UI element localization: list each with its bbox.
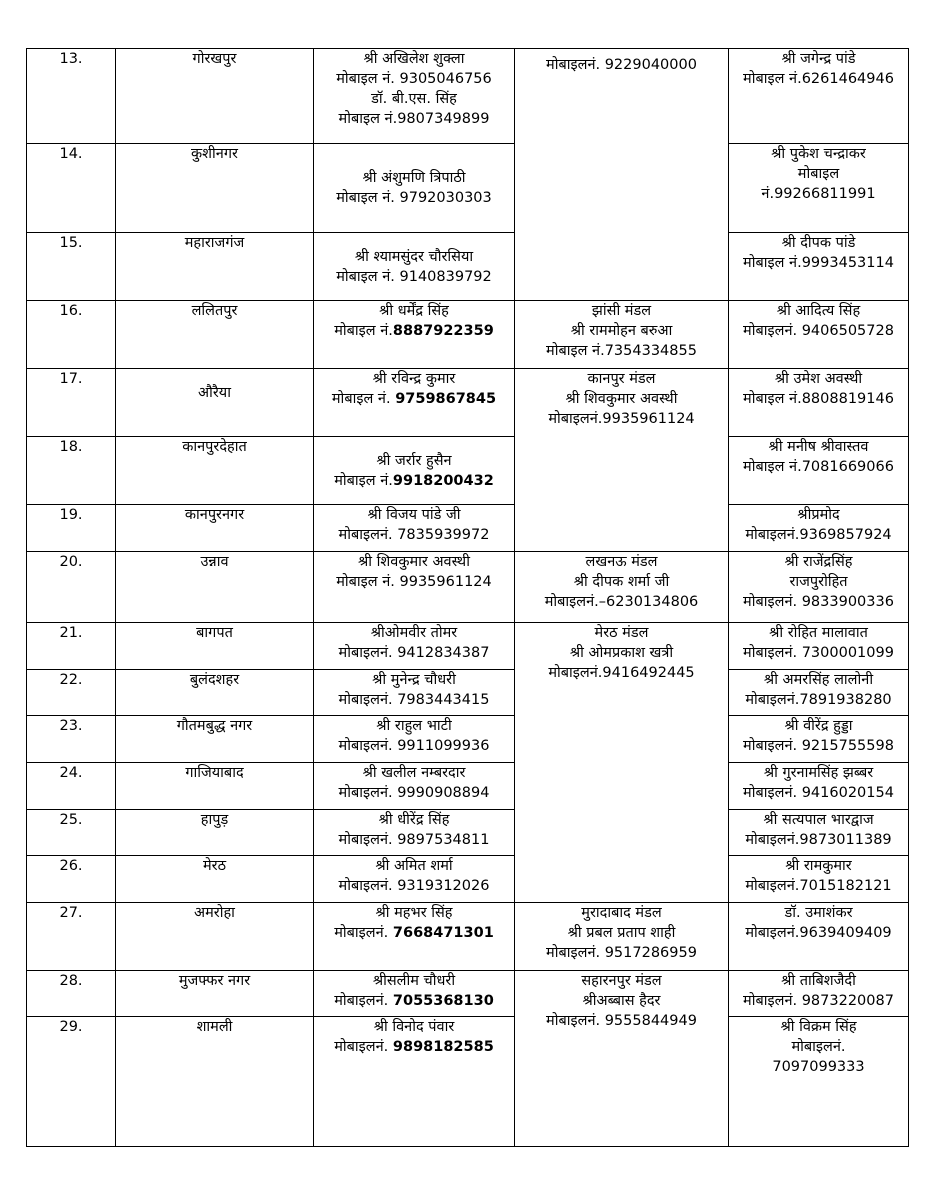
serial-number: 14. (27, 144, 116, 233)
contact-line: मोबाइलनं. 9833900336 (743, 594, 894, 610)
mandal-cell (515, 623, 729, 903)
officer-line: मोबाइलनं. 9897534811 (338, 832, 490, 848)
officer-cell (314, 856, 515, 903)
serial-number: 16. (27, 301, 116, 369)
officer-line: मोबाइल नं. 9140839792 (336, 268, 492, 285)
table-row (27, 552, 909, 623)
officer-line: श्री जर्रार हुसैन (376, 452, 452, 469)
district-name: उन्नाव (116, 552, 314, 623)
officer-line: मोबाइल नं. 9305046756 (336, 71, 492, 87)
table-row (27, 623, 909, 670)
officer-cell (314, 623, 515, 670)
contact-line: मोबाइलनं.9873011389 (745, 832, 892, 848)
officer-line: श्रीओमवीर तोमर (370, 625, 458, 641)
officer-line: मोबाइल नं.9807349899 (338, 111, 490, 127)
officer-cell (314, 810, 515, 856)
table-row (27, 233, 909, 301)
phone-number: 8887922359 (392, 323, 494, 339)
contact-line: मोबाइल नं.8808819146 (743, 391, 894, 407)
officer-cell (314, 505, 515, 552)
contact-line: श्री पुकेश चन्द्राकर (771, 146, 866, 162)
mandal-line: श्री ओमप्रकाश खत्री (569, 645, 674, 661)
serial-number: 22. (27, 670, 116, 716)
contact-cell (729, 233, 909, 301)
table-row (27, 670, 909, 716)
contact-cell (729, 144, 909, 233)
officer-line (318, 471, 510, 491)
contact-line: मोबाइलनं.7015182121 (745, 878, 892, 894)
officer-line: श्री धर्मेंद्र सिंह (379, 303, 449, 319)
officer-cell (314, 903, 515, 971)
phone-label: मोबाइलनं. (334, 993, 389, 1009)
officer-line: श्री अखिलेश शुक्ला (363, 51, 465, 67)
contact-line: श्री वीरेंद्र हुड्डा (784, 718, 853, 734)
serial-number: 21. (27, 623, 116, 670)
mandal-line: मोबाइलनं.9416492445 (548, 665, 695, 681)
phone-label: मोबाइल नं. (334, 323, 393, 339)
officer-line: मोबाइलनं. 7835939972 (338, 527, 490, 543)
officer-line: श्री विजय पांडे जी (367, 507, 461, 523)
contact-line: नं.99266811991 (761, 186, 876, 202)
table-row (27, 763, 909, 810)
mandal-line: मोबाइलनं.9935961124 (548, 411, 695, 427)
phone-number: 9918200432 (392, 472, 494, 489)
mandal-line: श्री शिवकुमार अवस्थी (565, 391, 678, 407)
phone-label: मोबाइलनं. (334, 925, 389, 941)
district-name: बागपत (116, 623, 314, 670)
district-name: मुजफ्फर नगर (116, 971, 314, 1017)
district-name: बुलंदशहर (116, 670, 314, 716)
district-name: मेरठ (116, 856, 314, 903)
mandal-line: झांसी मंडल (591, 303, 652, 319)
contact-line: मोबाइलनं. 9215755598 (743, 738, 894, 754)
officer-cell (314, 670, 515, 716)
contact-cell (729, 670, 909, 716)
contact-line: श्री ताबिशजैदी (781, 973, 856, 989)
mandal-line: मोबाइलनं.–6230134806 (544, 594, 699, 610)
officer-cell (314, 144, 515, 233)
table-row (27, 856, 909, 903)
officer-cell (314, 716, 515, 763)
officer-cell (314, 233, 515, 301)
officer-line: श्री धीरेंद्र सिंह (378, 812, 450, 828)
mandal-line: मोबाइलनं. 9517286959 (546, 945, 697, 961)
phone-number: 7668471301 (392, 925, 494, 941)
contact-line: डॉ. उमाशंकर (784, 905, 853, 921)
district-name: गौतमबुद्ध नगर (116, 716, 314, 763)
district-roster-table (26, 48, 909, 1147)
table-row (27, 903, 909, 971)
contact-line: राजपुरोहित (789, 574, 848, 590)
officer-line: मोबाइलनं. 9911099936 (338, 738, 490, 754)
officer-line: श्री मुनेन्द्र चौधरी (372, 672, 456, 688)
table-row (27, 49, 909, 144)
serial-number: 19. (27, 505, 116, 552)
officer-line: मोबाइल नं. 9935961124 (336, 574, 492, 590)
contact-line: श्री रोहित मालावात (769, 625, 868, 641)
table-row (27, 810, 909, 856)
contact-line: श्रीप्रमोद (797, 507, 840, 523)
table-row (27, 437, 909, 505)
phone-label: मोबाइल नं. (334, 472, 393, 489)
officer-line (318, 1037, 510, 1057)
contact-line: मोबाइलनं. 9406505728 (743, 323, 894, 339)
officer-cell (314, 1017, 515, 1147)
officer-line: श्रीसलीम चौधरी (372, 973, 456, 989)
mandal-line: लखनऊ मंडल (585, 554, 658, 570)
mandal-line: मेरठ मंडल (594, 625, 649, 641)
officer-line: श्री विनोद पंवार (373, 1019, 455, 1035)
mandal-line: मोबाइल नं.7354334855 (546, 343, 697, 359)
officer-line (318, 991, 510, 1011)
serial-number: 26. (27, 856, 116, 903)
serial-number: 29. (27, 1017, 116, 1147)
serial-number: 25. (27, 810, 116, 856)
district-name: गोरखपुर (116, 49, 314, 144)
phone-label: मोबाइल नं. (331, 391, 391, 407)
contact-line: मोबाइल नं.7081669066 (743, 459, 894, 475)
officer-cell (314, 552, 515, 623)
serial-number: 27. (27, 903, 116, 971)
contact-cell (729, 437, 909, 505)
mandal-line: श्री दीपक शर्मा जी (573, 574, 670, 590)
contact-cell (729, 301, 909, 369)
contact-cell (729, 971, 909, 1017)
mandal-line: मुरादाबाद मंडल (581, 905, 662, 921)
mandal-line: सहारनपुर मंडल (581, 973, 662, 989)
officer-cell (314, 301, 515, 369)
contact-cell (729, 810, 909, 856)
serial-number: 28. (27, 971, 116, 1017)
contact-cell (729, 369, 909, 437)
serial-number: 13. (27, 49, 116, 144)
officer-cell (314, 49, 515, 144)
contact-cell (729, 716, 909, 763)
phone-number: 7055368130 (392, 993, 494, 1009)
officer-line: श्री अमित शर्मा (375, 858, 453, 874)
contact-cell (729, 763, 909, 810)
serial-number: 15. (27, 233, 116, 301)
serial-number: 17. (27, 369, 116, 437)
contact-line: मोबाइल (797, 166, 840, 182)
officer-line: मोबाइल नं. 9792030303 (336, 190, 492, 206)
contact-cell (729, 856, 909, 903)
officer-cell (314, 369, 515, 437)
officer-cell (314, 971, 515, 1017)
serial-number: 24. (27, 763, 116, 810)
table-row (27, 505, 909, 552)
contact-line: 7097099333 (772, 1059, 865, 1075)
contact-line: श्री मनीष श्रीवास्तव (768, 439, 869, 455)
table-row (27, 716, 909, 763)
contact-line: श्री उमेश अवस्थी (774, 371, 863, 387)
mandal-line: श्री राममोहन बरुआ (570, 323, 673, 339)
officer-line: मोबाइलनं. 9319312026 (338, 878, 490, 894)
mandal-cell (515, 301, 729, 369)
contact-line: श्री रामकुमार (785, 858, 852, 874)
district-name: गाजियाबाद (116, 763, 314, 810)
officer-line: श्री शिवकुमार अवस्थी (358, 554, 470, 570)
officer-line: श्री महभर सिंह (375, 905, 453, 921)
officer-line (318, 389, 510, 409)
contact-line: श्री जगेन्द्र पांडे (781, 51, 856, 67)
contact-line: मोबाइलनं.7891938280 (745, 692, 892, 708)
mandal-cell (515, 49, 729, 301)
officer-line (318, 923, 510, 943)
contact-line: श्री अमरसिंह लालोनी (763, 672, 874, 688)
mandal-cell (515, 903, 729, 971)
table-row (27, 1017, 909, 1147)
officer-line (318, 321, 510, 341)
contact-line: श्री राजेंद्रसिंह (784, 554, 853, 570)
district-name: अमरोहा (116, 903, 314, 971)
officer-line: मोबाइलनं. 7983443415 (338, 692, 490, 708)
district-name: शामली (116, 1017, 314, 1147)
district-name: हापुड़ (116, 810, 314, 856)
mandal-cell (515, 971, 729, 1147)
officer-line: मोबाइलनं. 9412834387 (338, 645, 490, 661)
contact-line: श्री विक्रम सिंह (780, 1019, 857, 1035)
table-row (27, 301, 909, 369)
mandal-line: मोबाइलनं. 9229040000 (546, 57, 697, 73)
contact-line: मोबाइलनं.9639409409 (745, 925, 892, 941)
district-name: ललितपुर (116, 301, 314, 369)
contact-line: मोबाइलनं. 7300001099 (743, 645, 894, 661)
serial-number: 23. (27, 716, 116, 763)
phone-number: 9898182585 (392, 1039, 494, 1055)
table-row (27, 971, 909, 1017)
contact-cell (729, 623, 909, 670)
serial-number: 18. (27, 437, 116, 505)
officer-cell (314, 763, 515, 810)
contact-line: मोबाइलनं. 9416020154 (743, 785, 894, 801)
officer-line: श्री खलील नम्बरदार (362, 765, 466, 781)
officer-cell (314, 437, 515, 505)
contact-line: श्री आदित्य सिंह (776, 303, 861, 319)
contact-line: मोबाइल नं.6261464946 (743, 71, 894, 87)
officer-line: डॉ. बी.एस. सिंह (371, 91, 457, 107)
mandal-cell (515, 369, 729, 552)
contact-line: मोबाइलनं. (791, 1039, 846, 1055)
mandal-line: श्रीअब्बास हैदर (582, 993, 661, 1009)
contact-cell (729, 505, 909, 552)
contact-line: मोबाइल नं.9993453114 (743, 255, 894, 271)
contact-cell (729, 903, 909, 971)
officer-line: श्री राहुल भाटी (376, 718, 452, 734)
serial-number: 20. (27, 552, 116, 623)
district-name: कुशीनगर (116, 144, 314, 233)
officer-line: श्री अंशुमणि त्रिपाठी (362, 170, 466, 186)
officer-line: मोबाइलनं. 9990908894 (338, 785, 490, 801)
contact-cell (729, 1017, 909, 1147)
district-name: कानपुरनगर (116, 505, 314, 552)
officer-line: श्री श्यामसुंदर चौरसिया (354, 248, 474, 265)
contact-line: मोबाइलनं. 9873220087 (743, 993, 894, 1009)
contact-line: श्री गुरनामसिंह झब्बर (763, 765, 874, 781)
officer-line: श्री रविन्द्र कुमार (372, 371, 456, 387)
contact-line: मोबाइलनं.9369857924 (745, 527, 892, 543)
mandal-line: मोबाइलनं. 9555844949 (546, 1013, 697, 1029)
table-row (27, 369, 909, 437)
contact-cell (729, 552, 909, 623)
district-name: कानपुरदेहात (116, 437, 314, 505)
mandal-cell (515, 552, 729, 623)
contact-line: श्री दीपक पांडे (781, 235, 856, 251)
district-name: औरैया (116, 369, 314, 437)
district-name: महाराजगंज (116, 233, 314, 301)
mandal-line: श्री प्रबल प्रताप शाही (567, 925, 676, 941)
table-row (27, 144, 909, 233)
contact-cell (729, 49, 909, 144)
phone-label: मोबाइलनं. (334, 1039, 389, 1055)
contact-line: श्री सत्यपाल भारद्वाज (763, 812, 874, 828)
phone-number: 9759867845 (395, 391, 497, 407)
mandal-line: कानपुर मंडल (587, 371, 656, 387)
